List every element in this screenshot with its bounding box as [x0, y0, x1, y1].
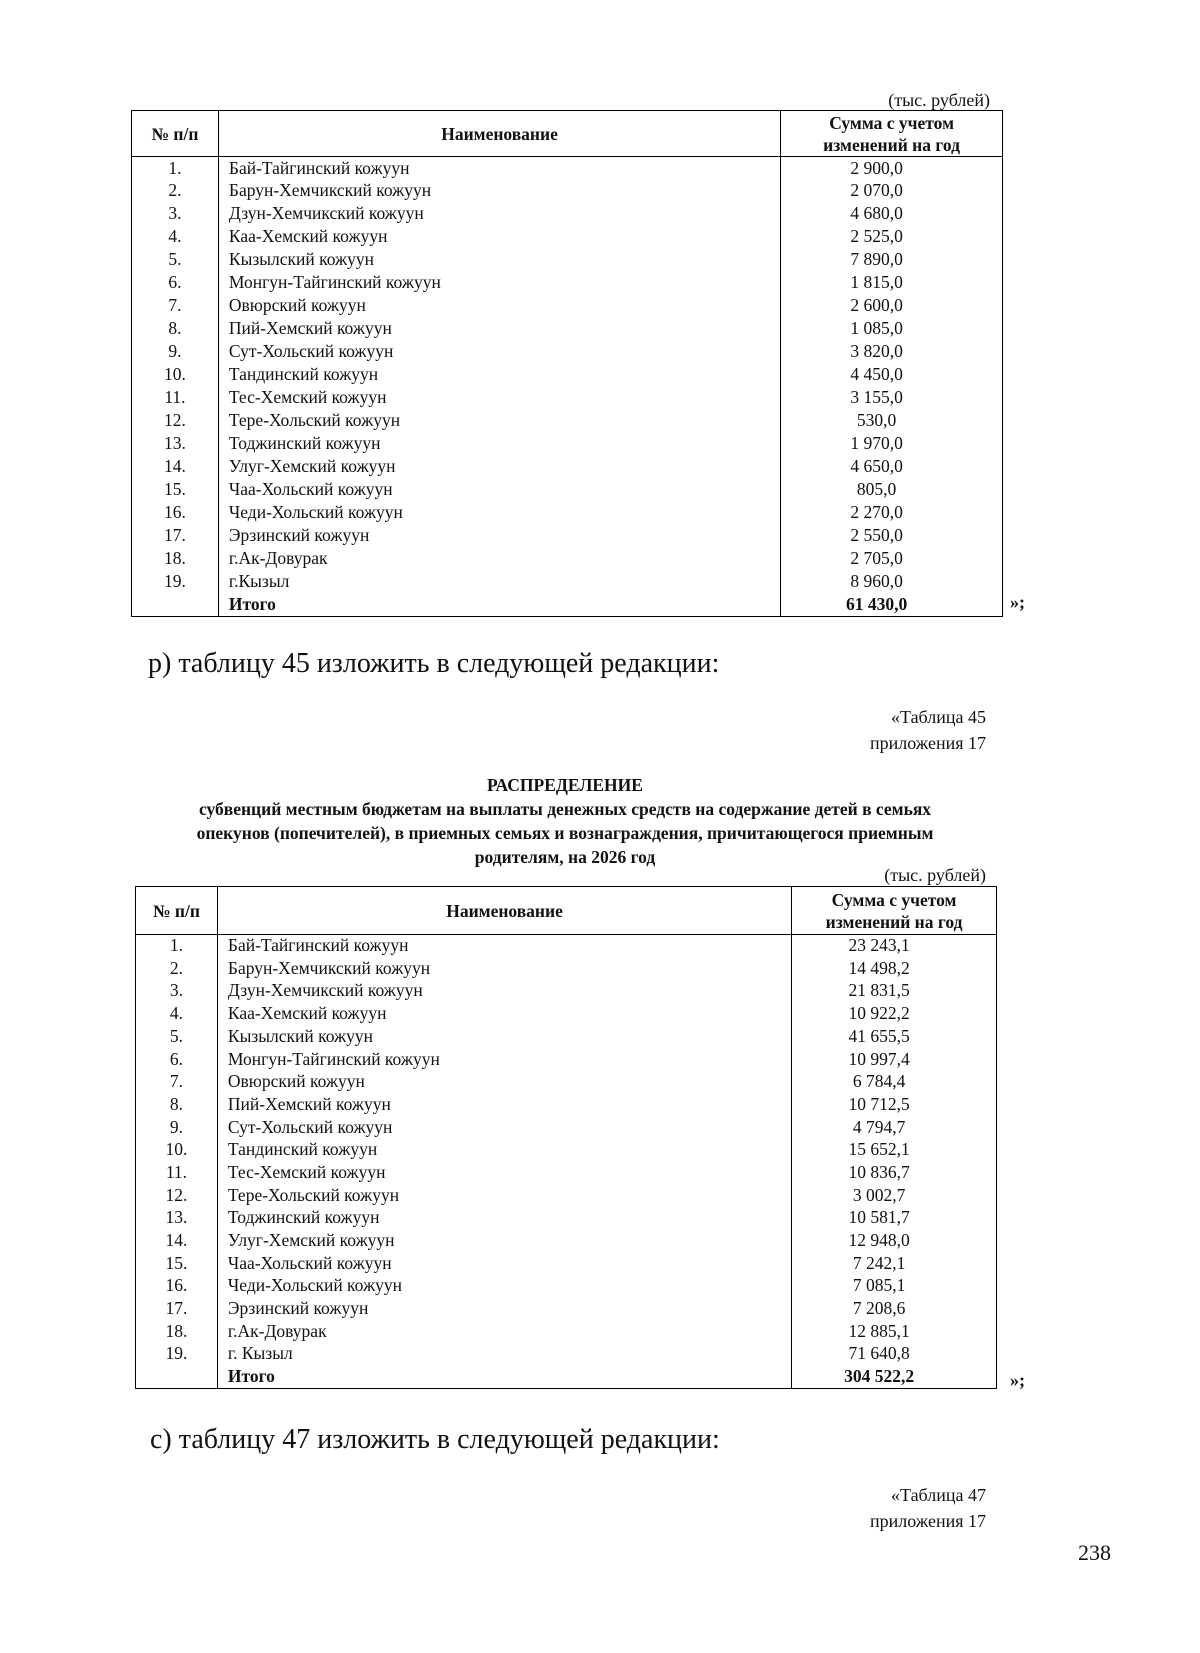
table-row: [136, 1184, 997, 1207]
row-name: Тере-Хольский кожуун: [218, 410, 780, 433]
table-row: [132, 479, 1003, 502]
heading-line2: опекунов (попечителей), в приемных семьях и вознаграждения, причитающегося приемным: [196, 823, 934, 843]
table-row: [132, 456, 1003, 479]
row-number: 13.: [136, 1207, 218, 1230]
heading-line3: родителям, на 2026 год: [474, 847, 656, 867]
row-number: 16.: [132, 502, 219, 525]
table-row: [132, 341, 1003, 364]
row-name: Чеди-Хольский кожуун: [218, 502, 780, 525]
row-name: Каа-Хемский кожуун: [218, 226, 780, 249]
total-value: 61 430,0: [781, 594, 1003, 617]
row-name: Кызылский кожуун: [217, 1025, 791, 1048]
row-number: 2.: [136, 957, 218, 980]
row-value: 2 550,0: [781, 525, 1003, 548]
table-row: [136, 1025, 997, 1048]
table-row: [132, 226, 1003, 249]
row-number: 8.: [132, 318, 219, 341]
column-header-name: Наименование: [217, 887, 791, 935]
row-number: 15.: [132, 479, 219, 502]
column-header-sum-line1: Сумма с учетом: [829, 112, 954, 133]
table2: [135, 886, 997, 1389]
row-value: 8 960,0: [781, 571, 1003, 594]
row-value: 10 922,2: [792, 1003, 997, 1026]
row-value: 2 525,0: [781, 226, 1003, 249]
table-row: [132, 203, 1003, 226]
row-name: Чаа-Хольский кожуун: [217, 1252, 791, 1275]
row-number: 9.: [136, 1116, 218, 1139]
row-number: 5.: [136, 1025, 218, 1048]
row-name: Тере-Хольский кожуун: [217, 1184, 791, 1207]
row-value: 3 155,0: [781, 387, 1003, 410]
table-row: [132, 318, 1003, 341]
row-name: Тес-Хемский кожуун: [218, 387, 780, 410]
table-row: [136, 935, 997, 958]
row-number: 9.: [132, 341, 219, 364]
table-row: [132, 502, 1003, 525]
row-name: г. Кызыл: [217, 1343, 791, 1366]
table-row: [136, 1320, 997, 1343]
row-number: 2.: [132, 180, 219, 203]
row-value: 12 948,0: [792, 1229, 997, 1252]
row-name: Тес-Хемский кожуун: [217, 1161, 791, 1184]
table2-closing-quote: »;: [1010, 1370, 1025, 1390]
row-name: г.Кызыл: [218, 571, 780, 594]
row-name: Улуг-Хемский кожуун: [217, 1229, 791, 1252]
row-number: 6.: [132, 272, 219, 295]
table-row: [136, 1229, 997, 1252]
row-value: 4 450,0: [781, 364, 1003, 387]
table-row: [132, 410, 1003, 433]
row-number: 10.: [132, 364, 219, 387]
row-value: 2 600,0: [781, 295, 1003, 318]
row-value: 14 498,2: [792, 957, 997, 980]
row-name: Монгун-Тайгинский кожуун: [217, 1048, 791, 1071]
column-header-sum-line2: изменений на год: [825, 911, 963, 932]
row-value: 2 900,0: [781, 157, 1003, 180]
table-row: [132, 548, 1003, 571]
row-number: 19.: [136, 1343, 218, 1366]
instruction-s: с) таблицу 47 изложить в следующей редакции:: [150, 1424, 720, 1455]
total-number-cell: [132, 594, 219, 617]
table-row: [136, 1275, 997, 1298]
table-row: [136, 1207, 997, 1230]
row-value: 1 815,0: [781, 272, 1003, 295]
row-number: 12.: [136, 1184, 218, 1207]
row-value: 10 712,5: [792, 1093, 997, 1116]
row-number: 11.: [132, 387, 219, 410]
row-value: 2 270,0: [781, 502, 1003, 525]
row-name: Чаа-Хольский кожуун: [218, 479, 780, 502]
row-name: Тоджинский кожуун: [218, 433, 780, 456]
total-row: [136, 1366, 997, 1389]
row-number: 3.: [132, 203, 219, 226]
column-header-sum: [792, 887, 997, 935]
row-number: 17.: [136, 1298, 218, 1321]
distribution-heading: [150, 773, 980, 869]
table45-reference-line1: «Таблица 45: [891, 707, 986, 727]
row-number: 5.: [132, 249, 219, 272]
row-value: 10 997,4: [792, 1048, 997, 1071]
row-number: 4.: [136, 1003, 218, 1026]
table47-reference-line1: «Таблица 47: [891, 1485, 986, 1505]
row-name: Бай-Тайгинский кожуун: [218, 157, 780, 180]
row-value: 15 652,1: [792, 1139, 997, 1162]
total-label: Итого: [217, 1366, 791, 1389]
row-value: 805,0: [781, 479, 1003, 502]
table-row: [136, 1252, 997, 1275]
table47-reference: [800, 1482, 986, 1534]
row-number: 11.: [136, 1161, 218, 1184]
table-row: [136, 1093, 997, 1116]
table-row: [132, 364, 1003, 387]
instruction-r: р) таблицу 45 изложить в следующей редакции:: [148, 648, 720, 679]
row-name: г.Ак-Довурак: [217, 1320, 791, 1343]
table-row: [132, 157, 1003, 180]
table-row: [136, 980, 997, 1003]
table-row: [132, 249, 1003, 272]
row-name: Тандинский кожуун: [217, 1139, 791, 1162]
row-name: Тоджинский кожуун: [217, 1207, 791, 1230]
row-name: Чеди-Хольский кожуун: [217, 1275, 791, 1298]
table45-reference-line2: приложения 17: [869, 733, 986, 753]
table2-units: (тыс. рублей): [884, 865, 986, 885]
table-row: [136, 1298, 997, 1321]
row-number: 17.: [132, 525, 219, 548]
row-value: 4 794,7: [792, 1116, 997, 1139]
table1-body: [132, 157, 1003, 617]
row-value: 7 242,1: [792, 1252, 997, 1275]
row-value: 7 085,1: [792, 1275, 997, 1298]
table47-reference-line2: приложения 17: [869, 1511, 986, 1531]
total-number-cell: [136, 1366, 218, 1389]
table-row: [132, 525, 1003, 548]
row-name: Тандинский кожуун: [218, 364, 780, 387]
row-name: Овюрский кожуун: [218, 295, 780, 318]
row-number: 19.: [132, 571, 219, 594]
table2-body: [136, 935, 997, 1389]
table-row: [136, 1071, 997, 1094]
row-name: Монгун-Тайгинский кожуун: [218, 272, 780, 295]
row-number: 1.: [136, 935, 218, 958]
row-number: 8.: [136, 1093, 218, 1116]
row-name: Барун-Хемчикский кожуун: [218, 180, 780, 203]
row-number: 12.: [132, 410, 219, 433]
table-row: [132, 571, 1003, 594]
row-value: 10 581,7: [792, 1207, 997, 1230]
row-value: 7 208,6: [792, 1298, 997, 1321]
table-row: [136, 957, 997, 980]
row-name: Овюрский кожуун: [217, 1071, 791, 1094]
row-value: 6 784,4: [792, 1071, 997, 1094]
row-name: Барун-Хемчикский кожуун: [217, 957, 791, 980]
row-value: 23 243,1: [792, 935, 997, 958]
column-header-number: № п/п: [136, 887, 218, 935]
heading-line1: субвенций местным бюджетам на выплаты денежных средств на содержание детей в семьях: [198, 799, 932, 819]
column-header-name: Наименование: [218, 111, 780, 157]
row-value: 12 885,1: [792, 1320, 997, 1343]
table1-closing-quote: »;: [1010, 592, 1025, 612]
row-name: Эрзинский кожуун: [217, 1298, 791, 1321]
row-name: Бай-Тайгинский кожуун: [217, 935, 791, 958]
row-number: 15.: [136, 1252, 218, 1275]
row-number: 1.: [132, 157, 219, 180]
row-number: 10.: [136, 1139, 218, 1162]
row-name: Дзун-Хемчикский кожуун: [217, 980, 791, 1003]
table-row: [132, 433, 1003, 456]
row-value: 2 705,0: [781, 548, 1003, 571]
row-number: 18.: [136, 1320, 218, 1343]
row-number: 7.: [132, 295, 219, 318]
table-row: [132, 272, 1003, 295]
row-name: Сут-Хольский кожуун: [218, 341, 780, 364]
row-name: Эрзинский кожуун: [218, 525, 780, 548]
row-number: 14.: [136, 1229, 218, 1252]
row-name: Улуг-Хемский кожуун: [218, 456, 780, 479]
row-value: 10 836,7: [792, 1161, 997, 1184]
table-row: [132, 180, 1003, 203]
row-name: Сут-Хольский кожуун: [217, 1116, 791, 1139]
row-value: 4 650,0: [781, 456, 1003, 479]
table1: [131, 110, 1003, 617]
row-name: Дзун-Хемчикский кожуун: [218, 203, 780, 226]
row-number: 7.: [136, 1071, 218, 1094]
column-header-number: № п/п: [132, 111, 219, 157]
row-name: Пий-Хемский кожуун: [217, 1093, 791, 1116]
row-number: 3.: [136, 980, 218, 1003]
row-value: 4 680,0: [781, 203, 1003, 226]
column-header-sum: [781, 111, 1003, 157]
page-number: 238: [1078, 1540, 1111, 1565]
row-value: 21 831,5: [792, 980, 997, 1003]
table-row: [136, 1116, 997, 1139]
row-name: Пий-Хемский кожуун: [218, 318, 780, 341]
row-number: 16.: [136, 1275, 218, 1298]
table-row: [136, 1343, 997, 1366]
total-row: [132, 594, 1003, 617]
row-number: 13.: [132, 433, 219, 456]
table-row: [132, 295, 1003, 318]
row-value: 530,0: [781, 410, 1003, 433]
table45-reference: [800, 704, 986, 756]
heading-title: РАСПРЕДЕЛЕНИЕ: [487, 775, 643, 795]
total-label: Итого: [218, 594, 780, 617]
table-row: [136, 1048, 997, 1071]
table-row: [136, 1161, 997, 1184]
row-number: 4.: [132, 226, 219, 249]
table-row: [132, 387, 1003, 410]
row-value: 1 085,0: [781, 318, 1003, 341]
table-row: [136, 1139, 997, 1162]
table-row: [136, 1003, 997, 1026]
total-value: 304 522,2: [792, 1366, 997, 1389]
row-value: 3 820,0: [781, 341, 1003, 364]
row-name: Каа-Хемский кожуун: [217, 1003, 791, 1026]
row-number: 18.: [132, 548, 219, 571]
row-value: 1 970,0: [781, 433, 1003, 456]
row-value: 2 070,0: [781, 180, 1003, 203]
table1-units: (тыс. рублей): [888, 90, 990, 110]
row-number: 14.: [132, 456, 219, 479]
row-name: г.Ак-Довурак: [218, 548, 780, 571]
row-value: 71 640,8: [792, 1343, 997, 1366]
row-number: 6.: [136, 1048, 218, 1071]
column-header-sum-line2: изменений на год: [823, 134, 961, 155]
row-value: 41 655,5: [792, 1025, 997, 1048]
row-value: 3 002,7: [792, 1184, 997, 1207]
row-name: Кызылский кожуун: [218, 249, 780, 272]
row-value: 7 890,0: [781, 249, 1003, 272]
column-header-sum-line1: Сумма с учетом: [831, 889, 957, 910]
